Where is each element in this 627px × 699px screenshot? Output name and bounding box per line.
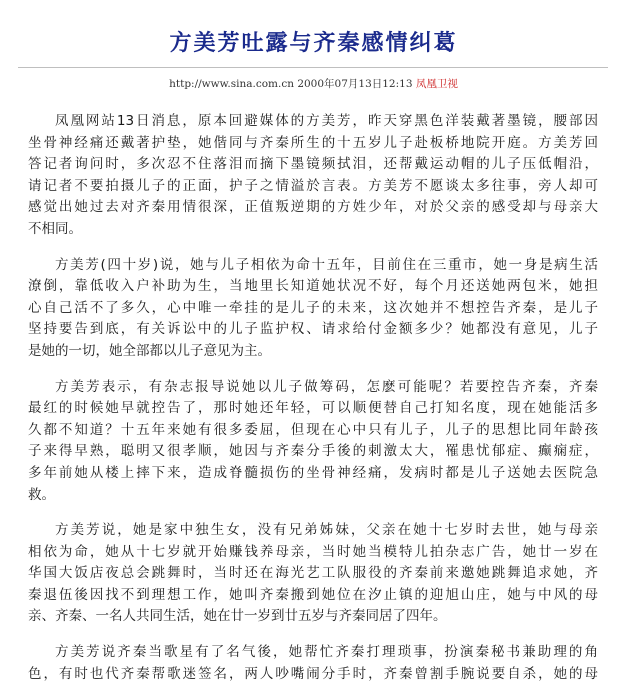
paragraph-line: 方美芳表示，有杂志报导说她以儿子做筹码，怎麽可能呢？若要控告齐秦，齐秦 xyxy=(55,378,598,395)
paragraph-line: 凤凰网站13日消息，原本回避媒体的方美芳，昨天穿黑色洋装戴著墨镜，腰部因 xyxy=(55,113,598,129)
paragraph-line: 色，有时也代齐秦帮歌迷签名，两人吵嘴闹分手时，齐秦曾割手腕说要自杀，她的母 xyxy=(28,665,598,682)
paragraph xyxy=(28,255,598,363)
article-body xyxy=(28,111,598,699)
paragraph-line: 秦退伍後因找不到理想工作，她叫齐秦搬到她位在汐止镇的迎旭山庄，她与中风的母 xyxy=(28,586,598,603)
paragraph-line: 相依为命，她从十七岁就开始赚钱养母亲，当时她当模特儿拍杂志广告，她廿一岁在 xyxy=(28,543,598,560)
publish-datetime: 2000年07月13日12:13 xyxy=(297,78,413,90)
paragraph-line: 最红的时候她早就控告了，那时她还年轻，可以顺便替自己打知名度，现在她能活多 xyxy=(28,400,598,417)
paragraph xyxy=(28,642,598,685)
paragraph-line: 坐骨神经痛还戴著护垫，她偕同与齐秦所生的十五岁儿子赴板桥地院开庭。方美芳回 xyxy=(28,134,598,151)
article-title: 方美芳吐露与齐秦感情纠葛 xyxy=(169,31,458,56)
source-url-link[interactable]: http://www.sina.com.cn xyxy=(169,78,294,90)
paragraph xyxy=(28,377,598,507)
title-divider xyxy=(18,67,608,68)
paragraph-line: 方美芳(四十岁)说，她与儿子相依为命十五年，目前住在三重市，她一身是病生活 xyxy=(55,256,598,273)
source-name-link[interactable]: 凤凰卫视 xyxy=(415,78,458,90)
paragraph-line: 答记者询问时，多次忍不住落泪而摘下墨镜频拭泪，还帮戴运动帽的儿子压低帽沿， xyxy=(28,156,598,173)
article-meta xyxy=(0,76,627,91)
paragraph-line: 感觉出她过去对齐秦用情很深，正值叛逆期的方姓少年，对於父亲的感受却与母亲大 xyxy=(28,199,598,216)
paragraph xyxy=(28,111,598,241)
paragraph-line: 多年前她从楼上摔下来，造成脊髓损伤的坐骨神经痛，发病时都是儿子送她去医院急 xyxy=(28,464,598,481)
paragraph-line: 方美芳说，她是家中独生女，没有兄弟姊妹，父亲在她十七岁时去世，她与母亲 xyxy=(55,522,598,539)
paragraph-line: 心自己活不了多久，心中唯一牵挂的是儿子的未来，这次她并不想控告齐秦，是儿子 xyxy=(28,299,598,316)
paragraph-line: 潦倒，靠低收入户补助为生，当地里长知道她状况不好，每个月还送她两包米，她担 xyxy=(28,278,598,295)
paragraph-line: 子来得早熟，聪明又很孝顺，她因与齐秦分手後的刺激太大，罹患忧郁症、癫痫症， xyxy=(28,443,598,460)
paragraph-line: 救。 xyxy=(28,486,55,503)
paragraph-line: 是她的一切，她全部都以儿子意见为主。 xyxy=(28,342,271,359)
paragraph xyxy=(28,520,598,628)
paragraph-line: 不相同。 xyxy=(28,220,82,237)
paragraph-line: 久都不知道？十五年来她有很多委屈，但现在心中只有儿子，儿子的思想比同年龄孩 xyxy=(28,421,598,438)
paragraph-line: 华国大饭店夜总会跳舞时，当时还在海光艺工队服役的齐秦前来邀她跳舞追求她，齐 xyxy=(28,565,598,582)
paragraph-line: 坚持要告到底，有关诉讼中的儿子监护权、请求给付金额多少？她都没有意见，儿子 xyxy=(28,321,598,338)
paragraph-line: 请记者不要拍摄儿子的正面，护子之情溢於言表。方美芳不愿谈太多往事，旁人却可 xyxy=(28,177,598,194)
paragraph-line: 方美芳说齐秦当歌星有了名气後，她帮忙齐秦打理琐事，扮演秦秘书兼助理的角 xyxy=(55,644,598,661)
paragraph-line: 亲、齐秦、一名人共同生活，她在廿一岁到廿五岁与齐秦同居了四年。 xyxy=(28,608,447,625)
